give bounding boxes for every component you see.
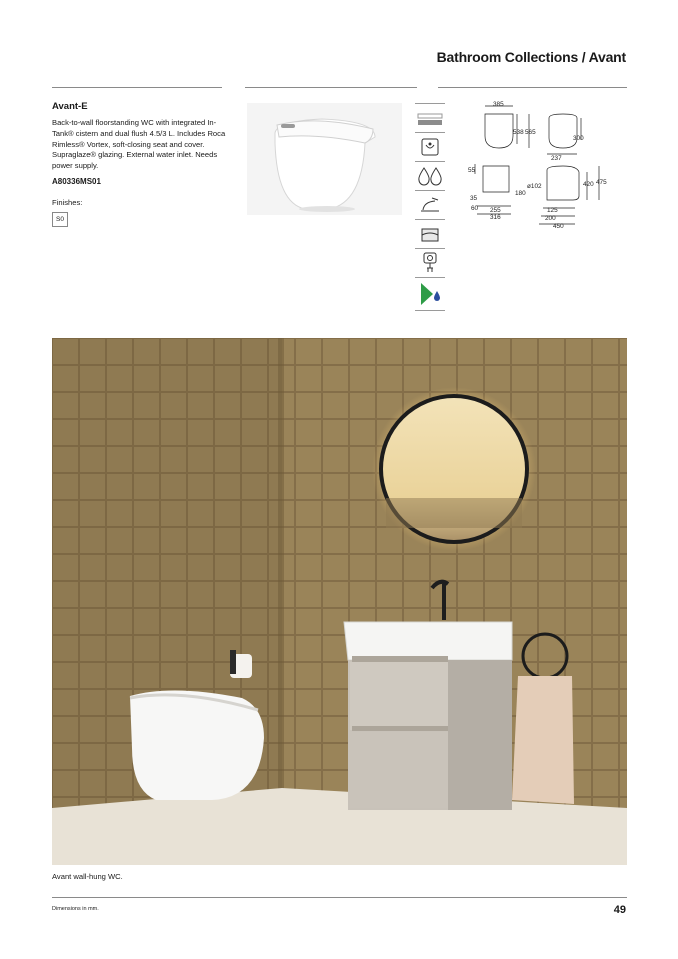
dim-seat-height: 300: [573, 135, 584, 142]
page-number: 49: [613, 904, 626, 916]
product-code: A80336MS01: [52, 177, 101, 186]
rimless-icon: [415, 132, 445, 161]
page-header-title: Bathroom Collections / Avant: [436, 49, 626, 65]
photo-caption: Avant wall-hung WC.: [52, 872, 123, 881]
divider-rule: [52, 87, 222, 88]
dim-side-420: 420: [583, 181, 594, 188]
finishes-label: Finishes:: [52, 198, 83, 207]
dim-side-255: 255: [490, 207, 501, 214]
dim-side-60: 60: [471, 205, 479, 212]
dim-side-diameter: ø102: [527, 183, 542, 190]
dim-top-depth: 538: [513, 129, 524, 136]
dual-flush-icon: [415, 161, 445, 190]
dim-side-125: 125: [547, 207, 558, 214]
dim-top-width: 385: [493, 101, 504, 108]
bathroom-photo: [52, 338, 627, 865]
footnote: Dimensions in mm.: [52, 906, 99, 912]
dim-side-35: 35: [470, 195, 478, 202]
divider-rule: [245, 87, 417, 88]
footer-rule: [52, 897, 627, 898]
power-supply-icon: [415, 248, 445, 277]
finish-color-icon: [415, 103, 445, 132]
technical-drawing: [463, 100, 627, 230]
dim-side-55: 55: [468, 167, 476, 174]
dim-top-depth-total: 565: [525, 129, 536, 136]
supraglaze-icon: [415, 219, 445, 248]
divider-rule: [438, 87, 627, 88]
feature-icons-column: [415, 103, 445, 311]
dim-side-450: 450: [553, 223, 564, 230]
finish-swatch[interactable]: S0: [52, 212, 68, 227]
product-image: [247, 103, 402, 215]
product-name: Avant-E: [52, 101, 88, 112]
dim-seat-width: 237: [551, 155, 562, 162]
dim-side-475: 475: [596, 179, 607, 186]
dim-side-316: 316: [490, 214, 501, 221]
dim-side-200: 200: [545, 215, 556, 222]
soft-close-seat-icon: [415, 190, 445, 219]
dim-side-180: 180: [515, 190, 526, 197]
product-description: Back-to-wall floorstanding WC with integrated In-Tank® cistern and dual flush 4.5/3 L. Includes Roca Rimless® Vortex, soft-closing seat and cover. Supraglaze® glazing. External water inlet. Needs power supply.: [52, 118, 226, 171]
water-saving-icon: [415, 277, 445, 311]
